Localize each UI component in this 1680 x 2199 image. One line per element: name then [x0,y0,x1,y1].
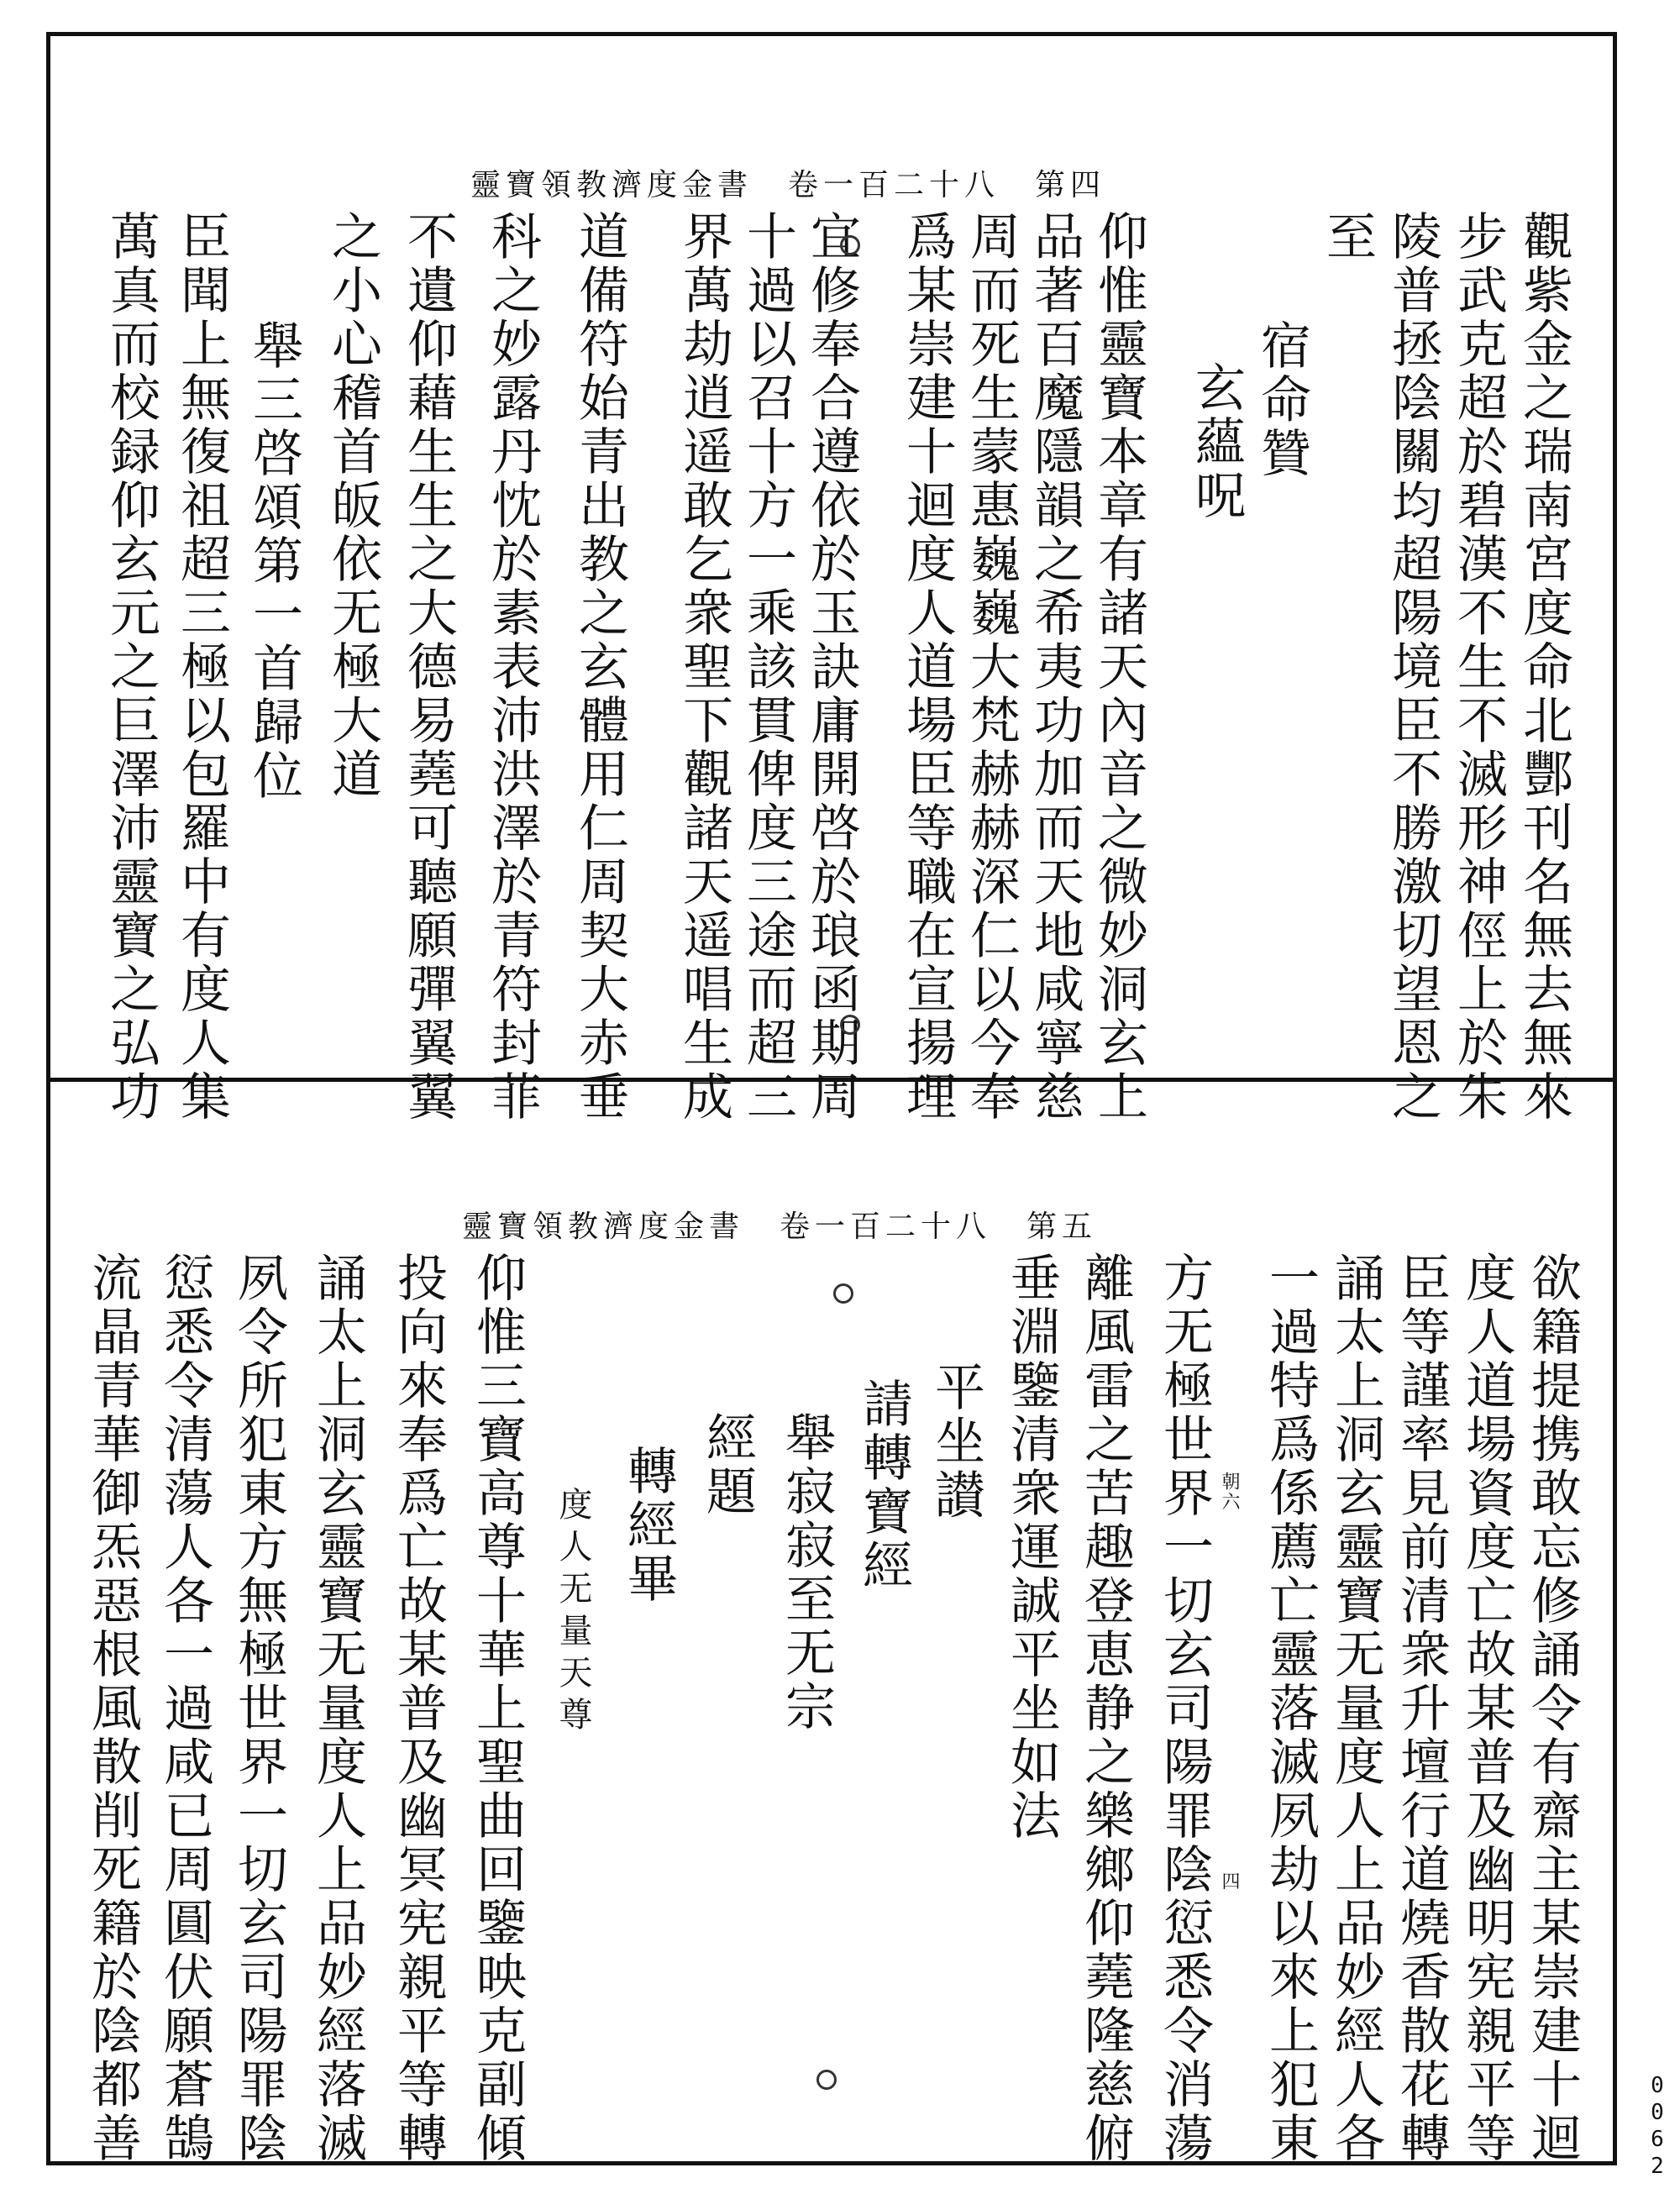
top-col-2: 步武克超於碧漢不生不滅形神俓上於朱 [1449,210,1508,1124]
binding-hole [840,1015,860,1035]
bottom-col-13: 轉經畢 [619,1445,678,1606]
bottom-small-note: 朝六 [1219,1472,1240,1512]
top-col-18: 舉三啓頌第一首歸位 [244,319,303,803]
bottom-col-5: 一過特爲係薦亡靈落滅夙劫以來上犯東 [1261,1252,1320,2165]
top-col-6: 玄蘊呪 [1187,361,1246,522]
bottom-col-18: 夙令所犯東方無極世界一切玄司陽罪陰 [229,1252,288,2165]
binding-hole [840,235,860,255]
bottom-col-9: 平坐讃 [927,1361,985,1522]
top-col-17: 之小心稽首皈依无極大道 [323,210,382,801]
top-col-1: 觀紫金之瑞南宮度命北酆刊名無去無來 [1515,210,1573,1124]
top-col-3: 陵普拯陰關均超陽境臣不勝激切望恩之 [1383,210,1442,1124]
page-mark: 四 [1219,1871,1240,1892]
top-col-12: 十過以召十方一乘該貫俾度三途而超三 [738,210,797,1124]
bottom-col-8: 垂淵鑒清衆運誠平坐如法 [1002,1252,1061,1843]
bottom-col-20: 流晶青華御炁惡根風散削死籍於陰都善 [83,1252,142,2165]
top-col-9: 周而死生蒙惠巍巍大梵赫赫深仁以今奉 [962,210,1021,1124]
top-col-16: 不遺仰藉生生之大德易蕘可聽願彈翼翼 [399,210,458,1124]
binding-hole [833,1283,853,1304]
top-col-19: 臣聞上無復祖超三極以包羅中有度人集 [172,210,231,1124]
bottom-col-2: 度人道場資度亡故某普及幽明宪親平等 [1457,1252,1516,2165]
top-col-4: 至 [1318,210,1377,264]
binding-hole [816,2070,837,2090]
bottom-col-4: 誦太上洞玄靈寶无量度人上品妙經人各 [1326,1252,1385,2165]
bottom-col-19: 愆悉令清蕩人各一過咸已周圓伏願蒼鵠 [155,1252,214,2165]
bottom-col-6: 方无極世界一切玄司陽罪陰愆悉令消蕩 [1155,1252,1214,2165]
bottom-header: 靈寶領教濟度金書 卷一百二十八 第五 [462,1210,1098,1244]
bottom-col-10: 請轉寶經 [854,1378,913,1593]
bottom-col-12: 經題 [698,1411,757,1519]
top-col-13: 界萬劫逍遥敢乞衆聖下觀諸天遥唱生成 [675,210,733,1124]
top-col-7: 仰惟靈寶本章有諸天內音之微妙洞玄上 [1089,210,1148,1124]
top-col-11: 宜修奉合遵依於玉訣庸開啓於琅函期周 [802,210,861,1124]
bottom-col-3: 臣等謹率見前清衆升壇行道燒香散花轉 [1392,1252,1451,2165]
bottom-col-15: 仰惟三寶高尊十華上聖曲回鑒映克副傾 [468,1252,527,2165]
bottom-col-17: 誦太上洞玄靈寶无量度人上品妙經落滅 [308,1252,367,2165]
bottom-col-16: 投向來奉爲亡故某普及幽冥宪親平等轉 [389,1252,448,2165]
top-col-15: 科之妙露丹忱於素表沛洪澤於青符封菲 [483,210,542,1124]
top-header: 靈寶領教濟度金書 卷一百二十八 第四 [470,168,1106,202]
top-col-8: 品著百魔隱韻之希夷功加而天地咸寧慈 [1026,210,1084,1124]
bottom-col-14: 度人无量天尊 [554,1487,592,1739]
bottom-col-11: 舉寂寂至无宗 [777,1411,836,1734]
top-col-5: 宿命贊 [1252,319,1311,480]
page-number: 0062 [1645,2073,1670,2181]
bottom-col-1: 欲籍提携敢忘修誦令有齋主某崇建十迴 [1523,1252,1582,2165]
top-col-10: 爲某崇建十迴度人道場臣等職在宣揚理 [898,210,957,1124]
top-col-14: 道備符始青出教之玄體用仁周契大赤垂 [570,210,629,1124]
top-col-20: 萬真而校録仰玄元之巨澤沛靈寶之弘功 [102,210,160,1124]
bottom-col-7: 離風雷之苦趣登恵静之樂鄉仰蕘隆慈俯 [1076,1252,1135,2165]
